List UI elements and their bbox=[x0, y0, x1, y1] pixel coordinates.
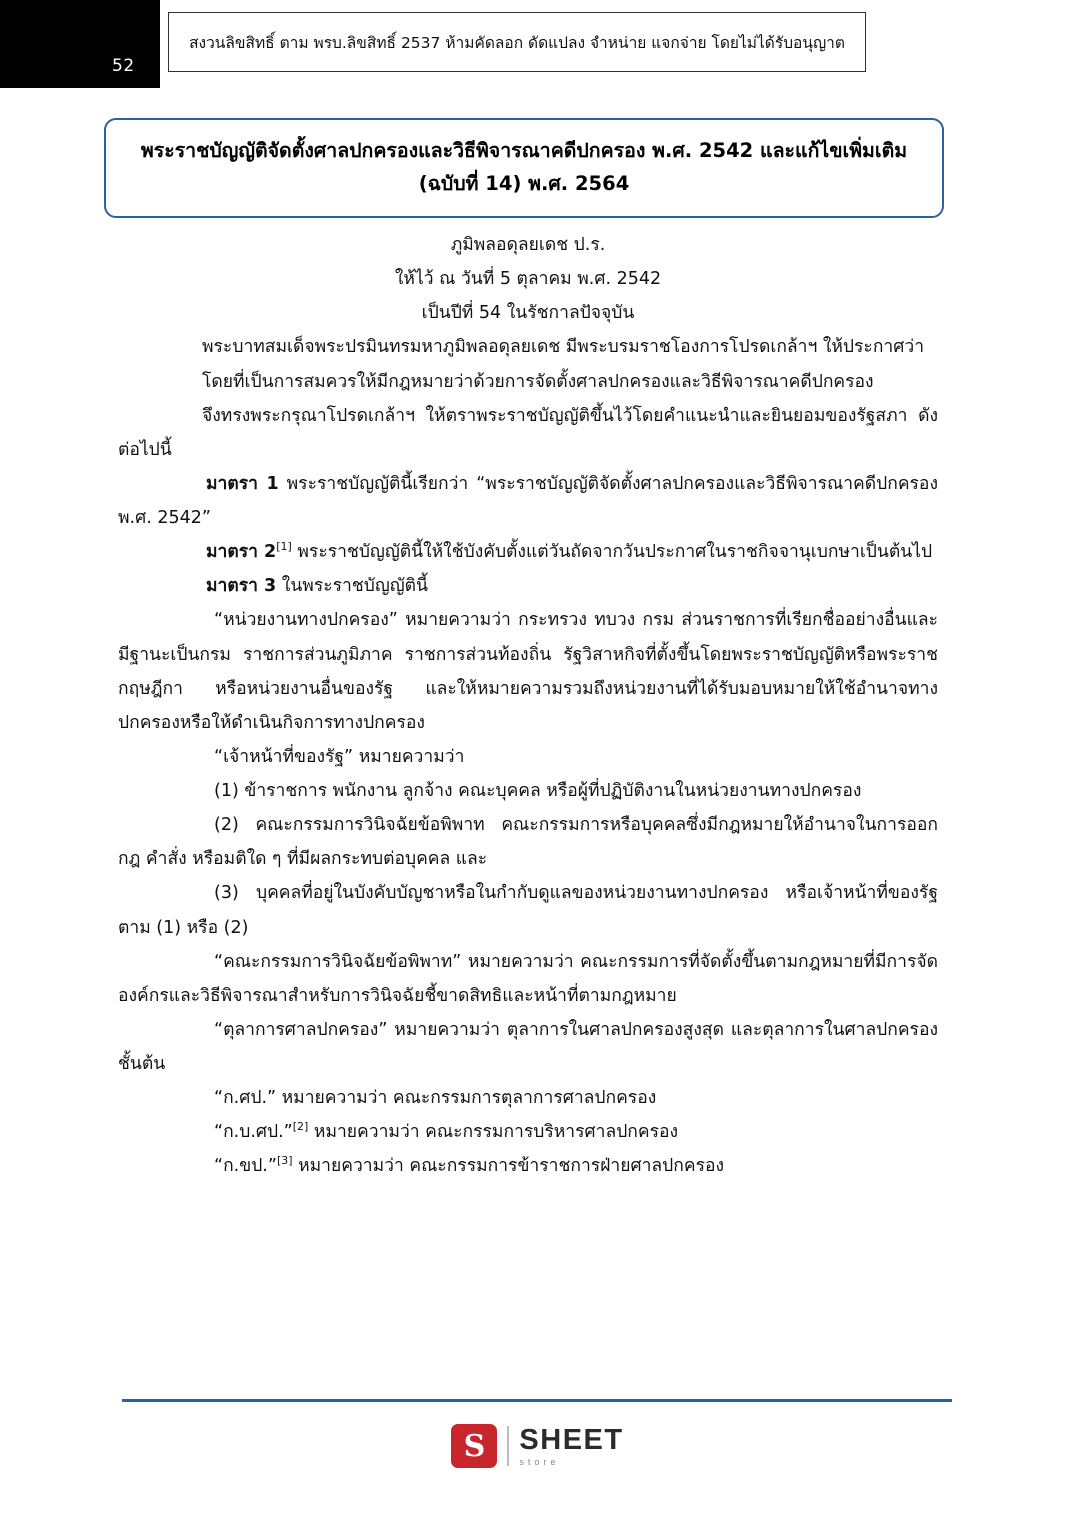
definition-kokhopo-text: หมายความว่า คณะกรรมการข้าราชการฝ่ายศาลปกครอง bbox=[292, 1156, 725, 1177]
section-1-label: มาตรา 1 bbox=[206, 473, 279, 494]
section-2 bbox=[118, 535, 938, 569]
logo-title: SHEET bbox=[519, 1423, 624, 1456]
definition-kosopo: “ก.ศป.” หมายความว่า คณะกรรมการตุลาการศาลปกครอง bbox=[214, 1088, 657, 1109]
copyright-notice-text: สงวนลิขสิทธิ์ ตาม พรบ.ลิขสิทธิ์ 2537 ห้ามคัดลอก ดัดแปลง จำหน่าย แจกจ่าย โดยไม่ได้รับอนุญาต bbox=[189, 33, 845, 52]
footnote-ref-3: [3] bbox=[276, 1154, 293, 1168]
paragraph-enactment: จึงทรงพระกรุณาโปรดเกล้าฯ ให้ตราพระราชบัญญัติขึ้นไว้โดยคำแนะนำและยินยอมของรัฐสภา ดังต่อไปนี้ bbox=[118, 405, 938, 460]
definition-kokhopo-term: “ก.ขป.” bbox=[214, 1156, 277, 1177]
preamble-line-1: ภูมิพลอดุลยเดช ป.ร. bbox=[450, 235, 606, 255]
sheet-store-logo-icon: S bbox=[451, 1424, 497, 1468]
section-3-label: มาตรา 3 bbox=[206, 576, 277, 597]
document-title-box bbox=[104, 118, 944, 218]
footer-divider bbox=[122, 1399, 952, 1402]
preamble-line-2: ให้ไว้ ณ วันที่ 5 ตุลาคม พ.ศ. 2542 bbox=[394, 269, 662, 290]
definition-kobosopo bbox=[118, 1115, 938, 1149]
logo-subtitle: store bbox=[519, 1456, 560, 1467]
definition-dispute-committee: “คณะกรรมการวินิจฉัยข้อพิพาท” หมายความว่า คณะกรรมการที่จัดตั้งขึ้นตามกฎหมายที่มีการจัดองค์กรและวิธีพิจารณาสำหรับการวินิจฉัยชี้ขาดสิทธิและหน้าที่ตามกฎหมาย bbox=[118, 951, 938, 1006]
header-black-block bbox=[0, 0, 160, 88]
footer-logo bbox=[0, 1424, 1075, 1468]
logo-wordmark bbox=[519, 1423, 624, 1467]
section-3 bbox=[118, 569, 938, 603]
definition-kokhopo bbox=[118, 1149, 938, 1183]
section-1-text: พระราชบัญญัตินี้เรียกว่า “พระราชบัญญัติจัดตั้งศาลปกครองและวิธีพิจารณาคดีปกครอง พ.ศ. 2542” bbox=[118, 473, 938, 528]
definition-administrative-agency: “หน่วยงานทางปกครอง” หมายความว่า กระทรวง ทบวง กรม ส่วนราชการที่เรียกชื่ออย่างอื่นและมีฐานะเป็นกรม ราชการส่วนภูมิภาค ราชการส่วนท้องถิ่น รัฐวิสาหกิจที่ตั้งขึ้นโดยพระราชบัญญัติหรือพระราชกฤษฎีกา หรือหน่วยงานอื่นของรัฐ และให้หมายความรวมถึงหน่วยงานที่ได้รับมอบหมายให้ใช้อำนาจทางปกครองหรือให้ดำเนินกิจการทางปกครอง bbox=[118, 610, 938, 733]
definition-administrative-judge: “ตุลาการศาลปกครอง” หมายความว่า ตุลาการในศาลปกครองสูงสุด และตุลาการในศาลปกครองชั้นต้น bbox=[118, 1019, 938, 1074]
logo-divider bbox=[507, 1426, 509, 1466]
definition-kobosopo-term: “ก.บ.ศป.” bbox=[214, 1122, 293, 1143]
section-3-text: ในพระราชบัญญัตินี้ bbox=[276, 576, 429, 597]
copyright-notice-box bbox=[168, 12, 866, 72]
footnote-ref-1: [1] bbox=[276, 540, 292, 554]
preamble-line-3: เป็นปีที่ 54 ในรัชกาลปัจจุบัน bbox=[421, 303, 635, 324]
section-2-text: พระราชบัญญัตินี้ให้ใช้บังคับตั้งแต่วันถัดจากวันประกาศในราชกิจจานุเบกษาเป็นต้นไป bbox=[291, 542, 933, 563]
page-title: พระราชบัญญัติจัดตั้งศาลปกครองและวิธีพิจารณาคดีปกครอง พ.ศ. 2542 และแก้ไขเพิ่มเติม (ฉบับที่ 14) พ.ศ. 2564 bbox=[140, 139, 908, 196]
definition-state-official-item-3: (3) บุคคลที่อยู่ในบังคับบัญชาหรือในกำกับดูแลของหน่วยงานทางปกครอง หรือเจ้าหน้าที่ของรัฐตาม (1) หรือ (2) bbox=[118, 883, 938, 938]
section-2-label: มาตรา 2 bbox=[206, 542, 277, 563]
definition-state-official-item-2: (2) คณะกรรมการวินิจฉัยข้อพิพาท คณะกรรมการหรือบุคคลซึ่งมีกฎหมายให้อำนาจในการออกกฎ คำสั่ง หรือมติใด ๆ ที่มีผลกระทบต่อบุคคล และ bbox=[118, 815, 938, 870]
paragraph-proclamation: พระบาทสมเด็จพระปรมินทรมหาภูมิพลอดุลยเดช มีพระบรมราชโองการโปรดเกล้าฯ ให้ประกาศว่า bbox=[202, 337, 925, 358]
document-body bbox=[118, 228, 938, 1184]
page-header bbox=[0, 0, 1075, 88]
section-1 bbox=[118, 467, 938, 535]
page-number: 52 bbox=[112, 56, 135, 76]
definition-state-official: “เจ้าหน้าที่ของรัฐ” หมายความว่า bbox=[214, 746, 465, 767]
paragraph-rationale: โดยที่เป็นการสมควรให้มีกฎหมายว่าด้วยการจัดตั้งศาลปกครองและวิธีพิจารณาคดีปกครอง bbox=[202, 371, 874, 392]
definition-state-official-item-1: (1) ข้าราชการ พนักงาน ลูกจ้าง คณะบุคคล หรือผู้ที่ปฏิบัติงานในหน่วยงานทางปกครอง bbox=[214, 781, 862, 801]
definition-kobosopo-text: หมายความว่า คณะกรรมการบริหารศาลปกครอง bbox=[308, 1122, 679, 1143]
footnote-ref-2: [2] bbox=[292, 1120, 309, 1134]
